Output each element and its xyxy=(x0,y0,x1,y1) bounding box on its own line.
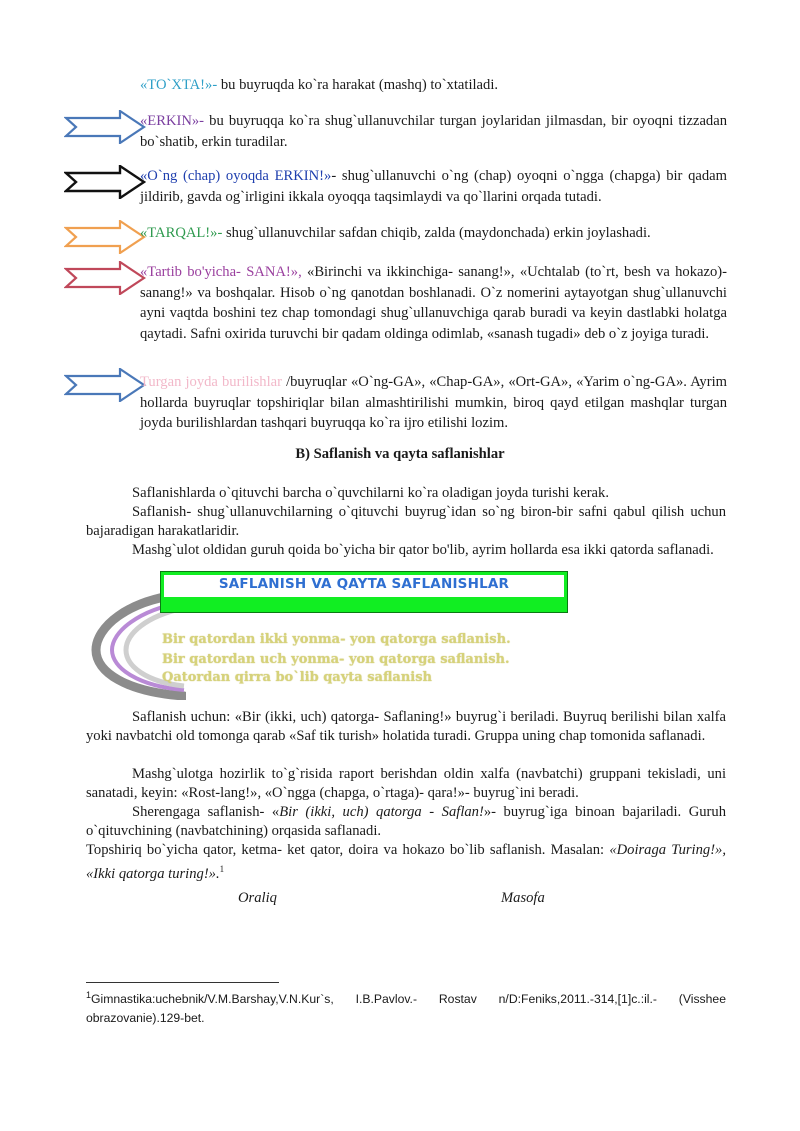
command-term: «Tartib bo'yicha- SANA!», xyxy=(140,264,302,280)
paragraph-topshiriq: Topshiriq bo`yicha qator, ketma- ket qator, doira va hokazo bo`lib saflanish. Masalan: «Doiraga Turing!», «Ikki qatorga turing!».$^1$ xyxy=(86,842,727,882)
paragraph: Mashg`ulot oldidan guruh qoida bo`yicha bir qator bo'lib, ayrim hollarda esa ikki qatorda saflanadi. xyxy=(132,542,714,558)
command-text: «Birinchi va ikkinchiga- sanang!», «Uchtalab (to`rt, besh va hokazo)- sanang!» va boshqalar. Hisob o`ng qanotdan boshlanadi. O`z nomerini aytayotgan shug`ullanuvchi ayni vaqtda boshini tez chap tomondagi shug`ullanuvchiga qarab buradi va keyin dastlabki holatga qaytadi. Safni oxirida turuvchi bir qadam oldinga odimlab, «sanash tugadi» deb o`z joyiga turadi. xyxy=(140,264,727,342)
paragraph: Saflanish uchun: «Bir (ikki, uch) qatorga- Saflaning!» buyrug`i beriladi. Buyruq berilishi bilan xalfa yoki navbatchi old tomonga qarab «Saf tik turish» holatida turadi. Gruppa uning chap tomonida saflanadi. xyxy=(86,709,726,744)
command-term: Turgan joyda burilishlar xyxy=(140,374,282,390)
command-tarqal xyxy=(140,223,727,244)
footnote-ref[interactable]: 1 xyxy=(219,864,225,874)
section-heading: B) Saflanish va qayta saflanishlar xyxy=(295,446,505,462)
command-ong-chap xyxy=(140,166,727,207)
footnote-text: Gimnastika:uchebnik/V.M.Barshay,V.N.Kur`s, I.B.Pavlov.- Rostav n/D:Feniks,2011.-314,[1]c.:il.- (Visshee obrazovanie).129-bet. xyxy=(86,992,726,1026)
paragraph: Saflanishlarda o`qituvchi barcha o`quvchilarni ko`ra oladigan joyda turishi kerak. xyxy=(132,485,609,501)
command-term: «TO`XTA!»- xyxy=(140,77,218,93)
arrow-right-icon xyxy=(64,220,146,254)
paragraph: Saflanish- shug`ullanuvchilarning o`qituvchi buyrug`idan so`ng biron-bir safni qabul qilish uchun bajaradigan harakatlaridir. xyxy=(86,504,726,539)
command-toxta xyxy=(140,75,727,96)
command-text: shug`ullanuvchilar safdan chiqib, zalda (maydonchada) erkin joylashadi. xyxy=(222,225,651,241)
command-burilishlar xyxy=(140,372,727,434)
footnote xyxy=(86,986,726,1028)
label-oraliq: Oraliq xyxy=(238,890,277,906)
footnote-separator xyxy=(86,982,279,983)
smartart-item: Bir qatordan uch yonma- yon qatorga saflanish. xyxy=(162,652,510,667)
smartart-item: Qatordan qirra bo`lib qayta saflanish xyxy=(162,670,432,685)
command-erkin xyxy=(140,111,727,152)
paragraph-sherengaga: Sherengaga saflanish- «Bir (ikki, uch) qatorga - Saflan!»- buyrug`iga binoan bajariladi. Guruh o`qituvchining (navbatchining) orqasida saflanadi. xyxy=(86,804,727,839)
label-masofa: Masofa xyxy=(501,890,545,906)
smartart-banner xyxy=(160,571,568,613)
arrow-right-icon xyxy=(64,261,146,295)
smartart-title: SAFLANISH VA QAYTA SAFLANISHLAR xyxy=(218,576,510,592)
arrow-right-icon xyxy=(64,165,146,199)
footnote-number: 1 xyxy=(86,990,92,1000)
command-term: «O`ng (chap) oyoqda ERKIN!» xyxy=(140,168,332,184)
smartart-item: Bir qatordan ikki yonma- yon qatorga saflanish. xyxy=(162,632,511,647)
command-term: «TARQAL!»- xyxy=(140,225,223,241)
command-text: /buyruqlar «O`ng-GA», «Chap-GA», «Ort-GA», «Yarim o`ng-GA». Ayrim hollarda buyruqlar topshiriqlar bilan almashtirilishi mumkin, biroq qayd etilgan mashqlar turgan joyda burilishlardan tashqari buyruqqa ko`ra ijro etilishi lozim. xyxy=(140,374,727,431)
paragraph: Mashg`ulotga hozirlik to`g`risida raport berishdan oldin xalfa (navbatchi) gruppani tekisladi, uni sanatadi, keyin: «Rost-lang!», «O`ngga (chapga, o`rtaga)- qara!»- buyrug`ini beradi. xyxy=(86,766,726,801)
arrow-right-icon xyxy=(64,368,146,402)
arrow-right-icon xyxy=(64,110,146,144)
command-sana xyxy=(140,262,727,344)
command-text: - shug`ullanuvchi o`ng (chap) oyoqni o`ngga (chapga) bir qadam jildirib, gavda og`irligini ikkala oyoqqa taqsimlaydi va qo`llarini orqada tutadi. xyxy=(140,168,727,205)
command-term: «ERKIN»- xyxy=(140,113,205,129)
command-text: bu buyruqqa ko`ra shug`ullanuvchilar turgan joylaridan jilmasdan, bir oyoqni tizzadan bo`shatib, erkin turadilar. xyxy=(140,113,727,150)
command-text: bu buyruqda ko`ra harakat (mashq) to`xtatiladi. xyxy=(217,77,499,93)
